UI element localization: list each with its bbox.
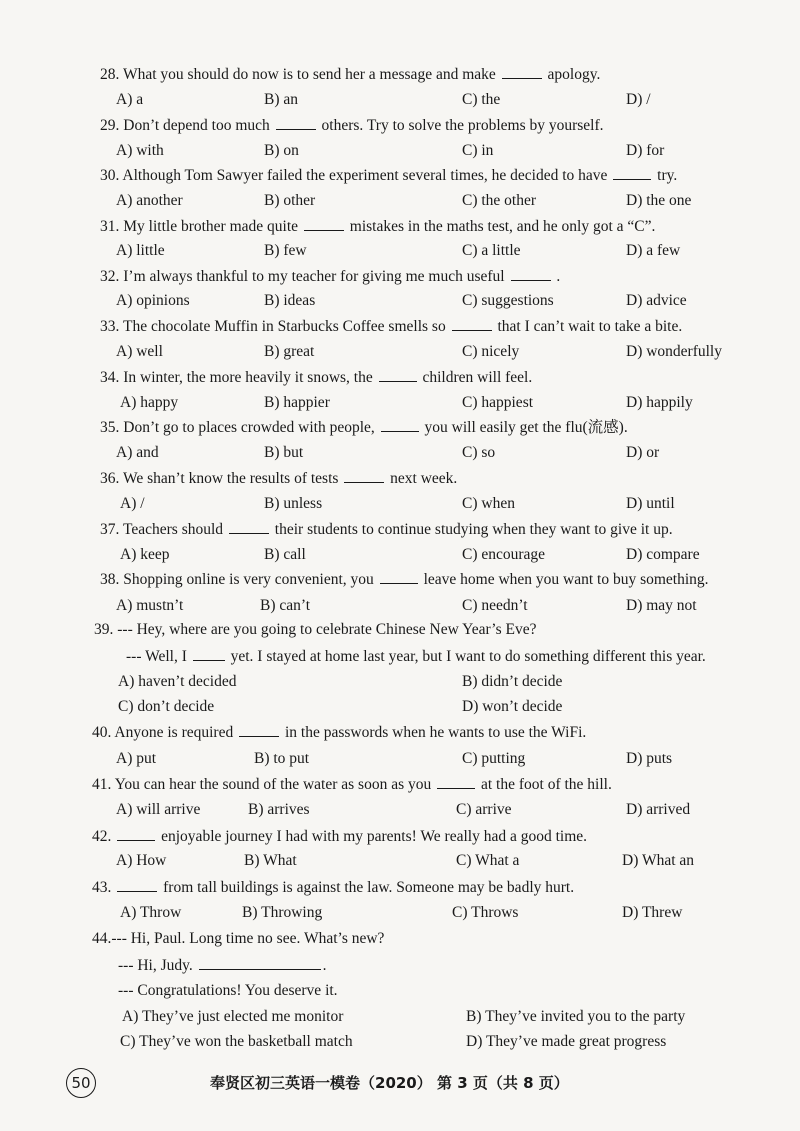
question-42	[92, 826, 587, 847]
question-text: You can hear the sound of the water as soon as you	[114, 776, 432, 793]
answer-blank	[380, 569, 418, 584]
option-b: B) other	[264, 192, 316, 209]
option-b: B) unless	[264, 495, 323, 512]
option-d: D) or	[626, 444, 660, 461]
option-c: C) nicely	[462, 343, 520, 360]
option-d: D) Threw	[622, 904, 683, 921]
answer-blank	[437, 774, 475, 789]
answer-blank	[117, 826, 155, 841]
answer-blank	[502, 64, 542, 79]
question-39	[94, 620, 536, 640]
option-d: D) until	[626, 495, 675, 512]
question-text: 39. --- Hey, where are you going to celebrate Chinese New Year’s Eve?	[94, 621, 537, 638]
answer-blank	[511, 266, 551, 281]
question-number: 33.	[100, 318, 120, 335]
question-text: enjoyable journey I had with my parents! We really had a good time.	[161, 828, 588, 845]
question-text: try.	[657, 167, 678, 184]
option-a: A) another	[116, 192, 183, 209]
question-number: 29.	[100, 117, 120, 134]
question-43	[92, 877, 574, 898]
question-text: My little brother made quite	[123, 218, 299, 235]
question-text: Shopping online is very convenient, you	[123, 571, 374, 588]
question-text: --- Congratulations! You deserve it.	[118, 982, 338, 999]
question-44-reply	[118, 955, 327, 976]
option-c: C) in	[462, 142, 494, 159]
option-a: A) put	[116, 750, 157, 767]
question-text: .	[556, 268, 561, 285]
option-b: B) What	[244, 852, 297, 869]
question-text: apology.	[547, 66, 601, 83]
question-39-reply	[126, 646, 706, 667]
question-text: children will feel.	[422, 369, 533, 386]
option-c: C) putting	[462, 750, 526, 767]
answer-blank	[304, 216, 344, 231]
question-text: next week.	[390, 470, 458, 487]
option-b: B) Throwing	[242, 904, 323, 921]
question-34	[100, 367, 532, 388]
question-number: 34.	[100, 369, 120, 386]
question-text: I’m always thankful to my teacher for giving me much useful	[123, 268, 505, 285]
question-number: 35.	[100, 419, 120, 436]
question-number: 40.	[92, 724, 112, 741]
option-a: A) How	[116, 852, 167, 869]
option-d: D) won’t decide	[462, 698, 563, 715]
question-text: In winter, the more heavily it snows, the	[123, 369, 373, 386]
answer-blank	[229, 519, 269, 534]
question-number: 28.	[100, 66, 120, 83]
option-d: D) puts	[626, 750, 673, 767]
answer-blank	[613, 165, 651, 180]
question-text: Teachers should	[122, 521, 224, 538]
answer-blank	[379, 367, 417, 382]
question-text: you will easily get the flu(流感).	[424, 419, 628, 436]
option-d: D) What an	[622, 852, 695, 869]
question-text: --- Well, I	[126, 648, 187, 665]
option-d: D) wonderfully	[626, 343, 722, 360]
question-number: 36.	[100, 470, 120, 487]
option-d: D) arrived	[626, 801, 691, 818]
option-a: A) happy	[120, 394, 179, 411]
option-b: B) can’t	[260, 597, 311, 614]
answer-blank	[239, 722, 279, 737]
option-b: B) arrives	[248, 801, 310, 818]
answer-blank	[276, 115, 316, 130]
question-text: at the foot of the hill.	[480, 776, 612, 793]
question-text: Don’t go to places crowded with people,	[123, 419, 375, 436]
question-text: --- Hi, Judy.	[118, 957, 193, 974]
question-text: Anyone is required	[114, 724, 234, 741]
answer-blank	[193, 646, 225, 661]
answer-blank	[117, 877, 157, 892]
question-44	[92, 929, 384, 949]
question-35	[100, 417, 628, 438]
option-d: D) They’ve made great progress	[466, 1033, 667, 1050]
question-text: yet. I stayed at home last year, but I want to do something different this year.	[230, 648, 706, 665]
option-c: C) a little	[462, 242, 521, 259]
option-a: A) will arrive	[116, 801, 201, 818]
question-text: Although Tom Sawyer failed the experiment several times, he decided to have	[122, 167, 608, 184]
option-c: C) Throws	[452, 904, 519, 921]
option-b: B) great	[264, 343, 315, 360]
option-b: B) to put	[254, 750, 310, 767]
option-d: D) may not	[626, 597, 697, 614]
option-b: B) an	[264, 91, 299, 108]
question-30	[100, 165, 677, 186]
option-a: A) with	[116, 142, 164, 159]
question-number: 38.	[100, 571, 120, 588]
option-a: A) haven’t decided	[118, 673, 237, 690]
option-d: D) for	[626, 142, 665, 159]
question-number: 31.	[100, 218, 120, 235]
option-c: C) the other	[462, 192, 537, 209]
question-44-response	[118, 981, 338, 1001]
option-b: B) few	[264, 242, 307, 259]
question-number: 32.	[100, 268, 120, 285]
question-32	[100, 266, 560, 287]
question-text: We shan’t know the results of tests	[122, 470, 339, 487]
question-41	[92, 774, 612, 795]
footer-text: 奉贤区初三英语一模卷（2020） 第 3 页（共 8 页）	[210, 1074, 569, 1092]
question-text: .	[322, 957, 327, 974]
question-37	[100, 519, 673, 540]
question-28	[100, 64, 600, 85]
option-d: D) happily	[626, 394, 693, 411]
option-c: C) the	[462, 91, 501, 108]
question-text: in the passwords when he wants to use the WiFi.	[284, 724, 587, 741]
option-c: C) happiest	[462, 394, 534, 411]
question-number: 43.	[92, 879, 112, 896]
question-36	[100, 468, 457, 489]
option-a: A) well	[116, 343, 163, 360]
option-a: A) little	[116, 242, 165, 259]
question-number: 42.	[92, 828, 112, 845]
question-number: 30.	[100, 167, 120, 184]
question-text: The chocolate Muffin in Starbucks Coffee smells so	[122, 318, 446, 335]
option-b: B) on	[264, 142, 299, 159]
question-33	[100, 316, 682, 337]
option-c: C) encourage	[462, 546, 546, 563]
question-text: their students to continue studying when they want to give it up.	[274, 521, 673, 538]
question-text: What you should do now is to send her a message and make	[122, 66, 496, 83]
option-a: A) /	[120, 495, 145, 512]
option-b: B) but	[264, 444, 304, 461]
page-number-badge: 50	[66, 1068, 96, 1098]
option-b: B) They’ve invited you to the party	[466, 1008, 686, 1025]
question-text: from tall buildings is against the law. Someone may be badly hurt.	[163, 879, 575, 896]
question-number: 37.	[100, 521, 120, 538]
page-footer	[0, 1068, 800, 1098]
option-d: D) a few	[626, 242, 681, 259]
option-a: A) opinions	[116, 292, 190, 309]
option-c: C) don’t decide	[118, 698, 215, 715]
answer-blank	[381, 417, 419, 432]
question-31	[100, 216, 655, 237]
option-d: D) compare	[626, 546, 700, 563]
answer-blank	[199, 955, 321, 970]
option-a: A) mustn’t	[116, 597, 184, 614]
option-b: B) ideas	[264, 292, 316, 309]
question-text: that I can’t wait to take a bite.	[497, 318, 683, 335]
question-38	[100, 569, 709, 590]
answer-blank	[452, 316, 492, 331]
option-c: C) They’ve won the basketball match	[120, 1033, 353, 1050]
option-d: D) the one	[626, 192, 692, 209]
option-d: D) advice	[626, 292, 687, 309]
option-a: A) Throw	[120, 904, 182, 921]
question-text: mistakes in the maths test, and he only got a “C”.	[349, 218, 656, 235]
option-b: B) happier	[264, 394, 330, 411]
option-c: C) arrive	[456, 801, 512, 818]
option-a: A) a	[116, 91, 144, 108]
question-29	[100, 115, 604, 136]
option-d: D) /	[626, 91, 651, 108]
option-c: C) so	[462, 444, 496, 461]
question-40	[92, 722, 586, 743]
option-c: C) when	[462, 495, 515, 512]
question-text: Don’t depend too much	[123, 117, 270, 134]
question-text: 44.--- Hi, Paul. Long time no see. What’s new?	[92, 930, 385, 947]
option-b: B) didn’t decide	[462, 673, 563, 690]
question-text: leave home when you want to buy something.	[423, 571, 709, 588]
option-b: B) call	[264, 546, 306, 563]
option-c: C) needn’t	[462, 597, 528, 614]
option-c: C) suggestions	[462, 292, 554, 309]
answer-blank	[344, 468, 384, 483]
option-a: A) They’ve just elected me monitor	[122, 1008, 344, 1025]
question-text: others. Try to solve the problems by yourself.	[321, 117, 604, 134]
option-a: A) keep	[120, 546, 170, 563]
option-a: A) and	[116, 444, 159, 461]
option-c: C) What a	[456, 852, 520, 869]
question-number: 41.	[92, 776, 112, 793]
